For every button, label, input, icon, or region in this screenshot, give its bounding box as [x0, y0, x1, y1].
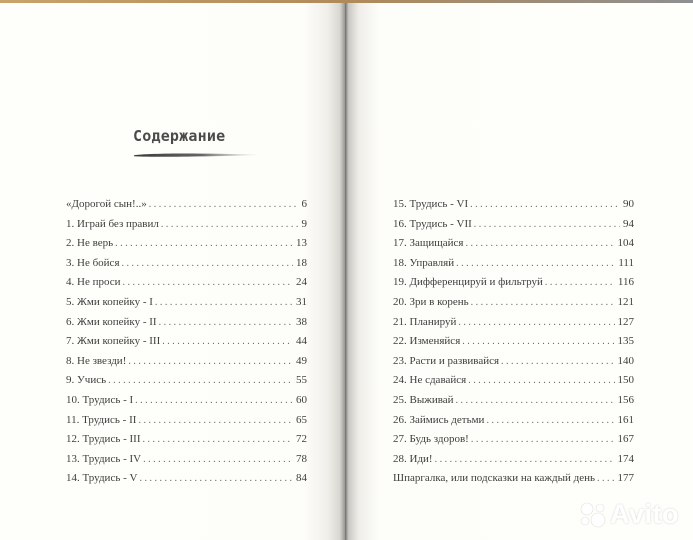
toc-entry-title: 16. Трудись - VII: [393, 217, 472, 230]
dot-leader: [135, 391, 293, 411]
dot-leader: [456, 254, 615, 274]
toc-entry-page: 38: [296, 315, 307, 328]
page-title: Содержание: [133, 127, 226, 145]
toc-entry-page: 111: [618, 256, 634, 269]
toc-entry-page: 177: [617, 472, 634, 485]
toc-entry-title: 22. Изменяйся: [393, 335, 461, 348]
toc-entry[interactable]: [393, 430, 634, 450]
toc-entry-title: 6. Жми копейку - II: [66, 315, 157, 328]
toc-entry[interactable]: [393, 293, 634, 313]
toc-entry[interactable]: [393, 313, 634, 333]
dot-leader: [123, 273, 293, 293]
avito-dots-icon: [578, 502, 608, 528]
toc-entry-page: 135: [617, 335, 634, 348]
toc-entry[interactable]: [66, 411, 307, 431]
toc-entry[interactable]: [393, 371, 634, 391]
dot-leader: [155, 293, 293, 313]
toc-entry-title: 5. Жми копейку - I: [66, 295, 153, 308]
toc-entry-title: 8. Не звезди!: [66, 354, 127, 367]
toc-entry-title: 25. Выживай: [393, 393, 454, 406]
toc-entry-title: 20. Зри в корень: [393, 295, 469, 308]
toc-entry-page: 161: [617, 413, 634, 426]
toc-entry-title: 9. Учись: [66, 374, 107, 387]
dot-leader: [435, 450, 615, 470]
toc-entry[interactable]: [66, 371, 307, 391]
toc-entry-title: «Дорогой сын!..»: [66, 198, 147, 210]
dot-leader: [501, 352, 614, 372]
toc-entry-title: 18. Управляй: [393, 256, 455, 269]
toc-entry[interactable]: [393, 352, 634, 372]
toc-entry[interactable]: [393, 234, 634, 254]
toc-entry-title: 17. Защищайся: [393, 237, 464, 250]
dot-leader: [159, 313, 293, 333]
toc-entry-page: 49: [296, 354, 307, 367]
dot-leader: [597, 469, 614, 489]
toc-entry[interactable]: [393, 411, 634, 431]
toc-entry[interactable]: [66, 293, 307, 313]
toc-entry-page: 167: [617, 433, 634, 446]
dot-leader: [143, 450, 293, 470]
toc-entry[interactable]: [66, 430, 307, 450]
toc-entry[interactable]: [393, 391, 634, 411]
toc-entry-page: 72: [296, 433, 307, 446]
toc-entry-page: 44: [296, 335, 307, 348]
toc-entry-page: 13: [296, 237, 307, 250]
right-page: [345, 3, 693, 540]
toc-entry[interactable]: [393, 195, 634, 215]
toc-entry-title: 26. Займись детьми: [393, 413, 485, 426]
toc-entry-page: 174: [617, 452, 634, 465]
toc-entry-page: 6: [301, 198, 307, 210]
toc-entry-page: 121: [617, 295, 634, 308]
toc-entry-title: 14. Трудись - V: [66, 472, 138, 485]
left-page: [0, 3, 345, 540]
toc-entry[interactable]: [66, 352, 307, 372]
dot-leader: [471, 293, 615, 313]
toc-entry-page: 104: [617, 237, 634, 250]
toc-entry[interactable]: [393, 273, 634, 293]
toc-entry-page: 60: [296, 393, 307, 406]
toc-entry-page: 9: [301, 217, 307, 230]
toc-entry[interactable]: [66, 313, 307, 333]
toc-entry-title: 13. Трудись - IV: [66, 452, 142, 465]
toc-entry[interactable]: [66, 273, 307, 293]
toc-entry-page: 18: [296, 256, 307, 269]
dot-leader: [138, 411, 293, 431]
toc-entry-page: 94: [623, 217, 634, 230]
dot-leader: [462, 332, 614, 352]
toc-entry-title: 23. Расти и развивайся: [393, 354, 500, 367]
toc-entry[interactable]: [393, 215, 634, 235]
avito-watermark: [578, 499, 679, 530]
toc-entry-title: 24. Не сдавайся: [393, 374, 467, 387]
toc-entry-title: 15. Трудись - VI: [393, 198, 469, 210]
toc-list-left: [66, 195, 307, 489]
toc-entry-page: 65: [296, 413, 307, 426]
dot-leader: [108, 371, 293, 391]
toc-entry-page: 150: [617, 374, 634, 387]
toc-entry[interactable]: [393, 254, 634, 274]
toc-entry-page: 127: [617, 315, 634, 328]
toc-entry-page: 156: [617, 393, 634, 406]
toc-entry-title: 11. Трудись - II: [66, 413, 137, 426]
toc-entry-page: 90: [623, 198, 634, 210]
dot-leader: [456, 391, 615, 411]
toc-entry[interactable]: [66, 332, 307, 352]
toc-entry-page: 84: [296, 472, 307, 485]
toc-entry-title: 27. Будь здоров!: [393, 433, 469, 446]
toc-entry-title: 1. Играй без правил: [66, 217, 159, 230]
dot-leader: [465, 234, 614, 254]
toc-entry-title: Шпаргалка, или подсказки на каждый день: [393, 472, 596, 485]
dot-leader: [161, 215, 299, 235]
toc-entry-title: 10. Трудись - I: [66, 393, 134, 406]
toc-entry[interactable]: [66, 469, 307, 489]
toc-entry-title: 12. Трудись - III: [66, 433, 141, 446]
dot-leader: [486, 411, 614, 431]
toc-entry-page: 78: [296, 452, 307, 465]
dot-leader: [468, 371, 614, 391]
toc-entry[interactable]: [66, 195, 307, 215]
dot-leader: [143, 430, 294, 450]
toc-entry[interactable]: [66, 254, 307, 274]
bleed-through-artifact: [50, 43, 54, 59]
toc-entry[interactable]: [66, 450, 307, 470]
toc-entry-title: 19. Дифференцируй и фильтруй: [393, 276, 543, 289]
dot-leader: [139, 469, 293, 489]
dot-leader: [149, 195, 299, 215]
dot-leader: [162, 332, 293, 352]
dot-leader: [458, 313, 614, 333]
toc-entry[interactable]: [66, 234, 307, 254]
toc-entry-page: 116: [617, 276, 634, 289]
dot-leader: [122, 254, 293, 274]
toc-entry-page: 24: [296, 276, 307, 289]
toc-entry[interactable]: [393, 450, 634, 470]
book-spread: [0, 3, 693, 540]
toc-entry[interactable]: [66, 215, 307, 235]
toc-list-right: [393, 195, 634, 489]
toc-entry-title: 7. Жми копейку - III: [66, 335, 161, 348]
dot-leader: [545, 273, 615, 293]
toc-entry[interactable]: [393, 469, 634, 489]
toc-entry-title: 21. Планируй: [393, 315, 457, 328]
toc-entry[interactable]: [393, 332, 634, 352]
toc-entry[interactable]: [66, 391, 307, 411]
toc-entry-title: 28. Иди!: [393, 452, 433, 465]
dot-leader: [470, 195, 620, 215]
toc-entry-page: 140: [617, 354, 634, 367]
brush-stroke-underline: [133, 152, 257, 158]
toc-entry-page: 31: [296, 295, 307, 308]
avito-wordmark: Avito: [610, 499, 679, 529]
toc-entry-title: 3. Не бойся: [66, 256, 120, 269]
toc-entry-title: 2. Не верь: [66, 237, 114, 250]
dot-leader: [115, 234, 293, 254]
dot-leader: [128, 352, 293, 372]
toc-entry-title: 4. Не проси: [66, 276, 121, 289]
dot-leader: [474, 215, 620, 235]
toc-entry-page: 55: [296, 374, 307, 387]
dot-leader: [471, 430, 615, 450]
